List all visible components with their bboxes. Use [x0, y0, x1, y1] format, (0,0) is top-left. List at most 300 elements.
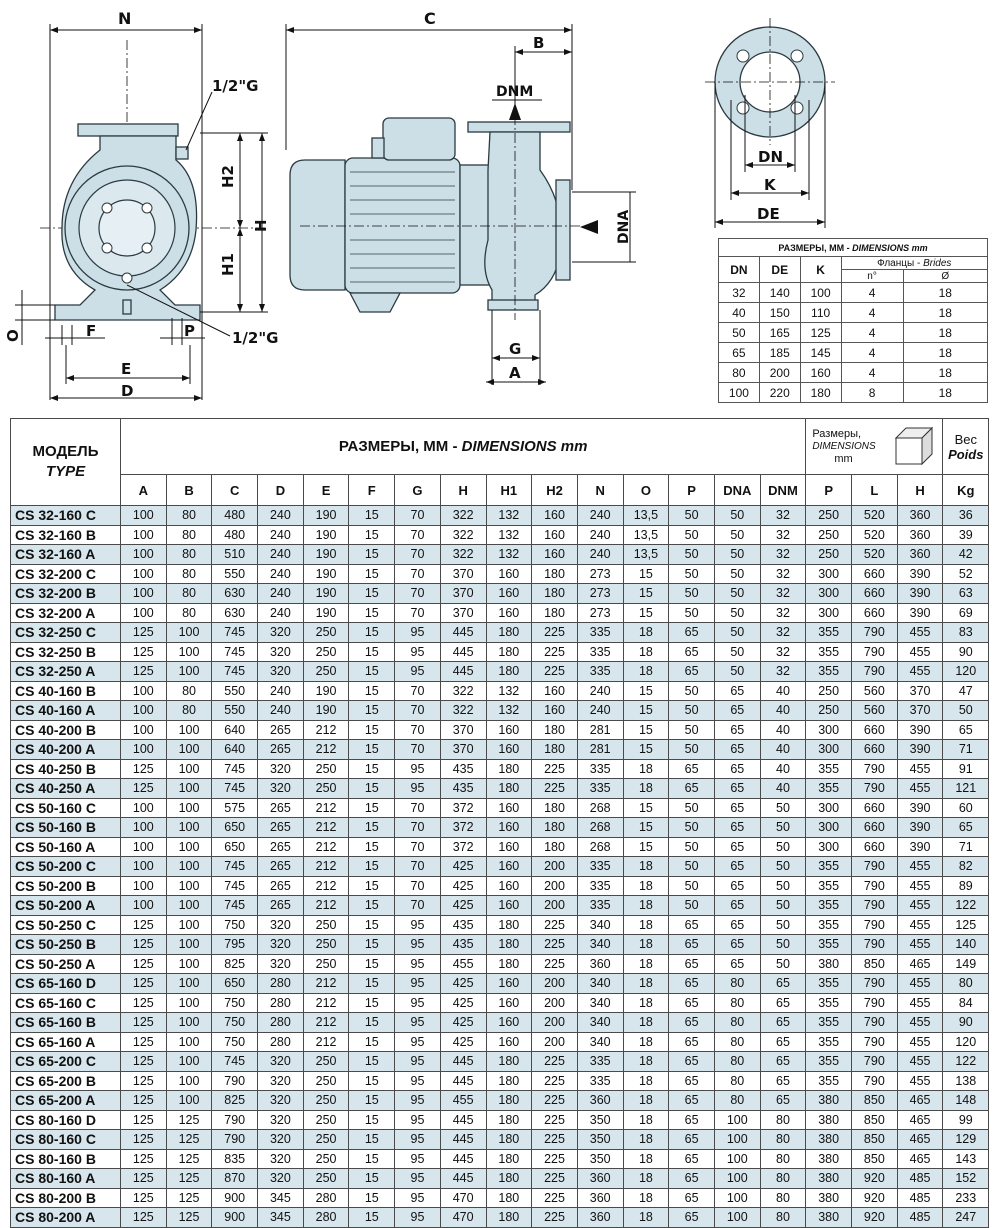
dimension-cell: 125 — [121, 974, 167, 994]
dimension-cell: 50 — [760, 837, 806, 857]
dimension-cell: 100 — [121, 798, 167, 818]
dimension-cell: 425 — [440, 876, 486, 896]
model-name-cell: CS 40-250 B — [11, 759, 121, 779]
dimension-cell: 465 — [897, 1149, 943, 1169]
dimension-cell: 265 — [258, 896, 304, 916]
dimension-cell: 560 — [852, 681, 898, 701]
dimension-cell: 250 — [303, 1130, 349, 1150]
dim-h1-label: H1 — [219, 253, 237, 276]
dimension-cell: 80 — [166, 545, 212, 565]
column-header: B — [166, 475, 212, 506]
dimension-cell: 100 — [166, 857, 212, 877]
dimension-cell: 15 — [623, 701, 669, 721]
dimension-cell: 180 — [486, 759, 532, 779]
dimension-cell: 95 — [395, 1110, 441, 1130]
dimension-cell: 160 — [532, 681, 578, 701]
dimension-cell: 80 — [166, 584, 212, 604]
dimension-cell: 445 — [440, 623, 486, 643]
dimension-cell: 180 — [486, 1052, 532, 1072]
dimension-cell: 70 — [395, 525, 441, 545]
dimension-cell: 36 — [943, 506, 989, 526]
dimension-cell: 340 — [577, 993, 623, 1013]
dimension-cell: 18 — [623, 935, 669, 955]
dimension-cell: 190 — [303, 681, 349, 701]
flange-col-brides: Фланцы - Brides — [841, 257, 987, 270]
dim-n-label: N — [118, 9, 132, 28]
flange-cell: 18 — [903, 383, 987, 403]
dimension-cell: 455 — [897, 974, 943, 994]
dimension-cell: 80 — [714, 1091, 760, 1111]
dimension-cell: 225 — [532, 1130, 578, 1150]
dim-h-label: H — [252, 219, 270, 232]
dimension-cell: 445 — [440, 662, 486, 682]
dimension-cell: 125 — [943, 915, 989, 935]
dimension-cell: 50 — [669, 603, 715, 623]
dimension-cell: 180 — [532, 818, 578, 838]
dimension-cell: 268 — [577, 818, 623, 838]
dimension-cell: 132 — [486, 545, 532, 565]
flange-cell: 140 — [759, 283, 800, 303]
dimension-cell: 50 — [669, 506, 715, 526]
dimension-cell: 510 — [212, 545, 258, 565]
dimension-cell: 240 — [577, 701, 623, 721]
dimension-cell: 280 — [303, 1188, 349, 1208]
dimension-cell: 355 — [806, 896, 852, 916]
dimension-cell: 65 — [714, 798, 760, 818]
dimension-cell: 15 — [349, 545, 395, 565]
table-row — [11, 837, 989, 857]
dimension-cell: 745 — [212, 779, 258, 799]
table-row — [11, 584, 989, 604]
dimension-cell: 95 — [395, 974, 441, 994]
dimension-cell: 80 — [166, 701, 212, 721]
column-header: D — [258, 475, 304, 506]
dimension-cell: 70 — [395, 584, 441, 604]
dimension-cell: 200 — [532, 974, 578, 994]
dim-f-label: F — [86, 322, 97, 340]
dimension-cell: 790 — [212, 1130, 258, 1150]
dimension-cell: 65 — [669, 1071, 715, 1091]
dimension-cell: 273 — [577, 584, 623, 604]
dimension-cell: 50 — [760, 857, 806, 877]
dimension-cell: 425 — [440, 993, 486, 1013]
dimension-cell: 15 — [349, 506, 395, 526]
dimension-cell: 345 — [258, 1188, 304, 1208]
dimension-cell: 250 — [806, 545, 852, 565]
table-row — [11, 564, 989, 584]
dimension-cell: 18 — [623, 896, 669, 916]
flange-cell: 40 — [719, 303, 760, 323]
dimension-cell: 160 — [486, 720, 532, 740]
dimension-cell: 160 — [532, 506, 578, 526]
dimension-cell: 18 — [623, 915, 669, 935]
dimension-cell: 180 — [486, 1149, 532, 1169]
dimension-cell: 225 — [532, 915, 578, 935]
dimension-cell: 15 — [349, 681, 395, 701]
dimension-cell: 470 — [440, 1208, 486, 1228]
dimension-cell: 125 — [166, 1110, 212, 1130]
dimension-cell: 120 — [943, 662, 989, 682]
dimension-cell: 355 — [806, 974, 852, 994]
dimension-cell: 100 — [166, 1071, 212, 1091]
model-name-cell: CS 65-200 C — [11, 1052, 121, 1072]
dimension-cell: 18 — [623, 974, 669, 994]
dimension-cell: 455 — [897, 779, 943, 799]
pump-side-view — [286, 9, 636, 385]
dimension-cell: 95 — [395, 759, 441, 779]
dimension-cell: 65 — [714, 701, 760, 721]
dimension-cell: 100 — [166, 1091, 212, 1111]
dimension-cell: 790 — [852, 662, 898, 682]
dimension-cell: 322 — [440, 506, 486, 526]
dimension-cell: 390 — [897, 818, 943, 838]
dimension-cell: 100 — [166, 974, 212, 994]
dimension-cell: 850 — [852, 954, 898, 974]
dimension-cell: 100 — [166, 759, 212, 779]
dimension-cell: 180 — [486, 935, 532, 955]
dimension-cell: 95 — [395, 993, 441, 1013]
column-header: C — [212, 475, 258, 506]
dimension-cell: 355 — [806, 1032, 852, 1052]
flange-cell: 4 — [841, 303, 903, 323]
dimension-cell: 335 — [577, 896, 623, 916]
dimension-cell: 745 — [212, 1052, 258, 1072]
dimension-cell: 455 — [897, 1032, 943, 1052]
dimension-cell: 920 — [852, 1208, 898, 1228]
dimension-cell: 790 — [852, 623, 898, 643]
dimension-cell: 100 — [166, 935, 212, 955]
dimension-cell: 95 — [395, 779, 441, 799]
dim-e-label: E — [121, 360, 132, 378]
dimension-cell: 15 — [623, 837, 669, 857]
dimension-cell: 225 — [532, 642, 578, 662]
dimension-cell: 100 — [166, 993, 212, 1013]
dimension-cell: 320 — [258, 915, 304, 935]
dimension-cell: 265 — [258, 837, 304, 857]
dimension-cell: 300 — [806, 740, 852, 760]
column-header: L — [852, 475, 898, 506]
dimension-cell: 15 — [623, 603, 669, 623]
dimension-cell: 100 — [121, 681, 167, 701]
dimension-cell: 640 — [212, 740, 258, 760]
flange-col-count: n° — [841, 270, 903, 283]
flange-table-row — [719, 283, 988, 303]
dimension-cell: 360 — [577, 954, 623, 974]
dimension-cell: 340 — [577, 1013, 623, 1033]
flange-cell: 4 — [841, 363, 903, 383]
dimension-cell: 455 — [897, 662, 943, 682]
dimension-cell: 15 — [349, 1071, 395, 1091]
dimension-cell: 65 — [760, 993, 806, 1013]
dimension-cell: 445 — [440, 642, 486, 662]
dimension-cell: 100 — [121, 701, 167, 721]
dimension-cell: 355 — [806, 642, 852, 662]
dimension-cell: 745 — [212, 876, 258, 896]
dimension-cell: 745 — [212, 642, 258, 662]
dimension-cell: 160 — [486, 603, 532, 623]
dimension-cell: 790 — [212, 1071, 258, 1091]
label-half-g-bottom: 1/2"G — [232, 329, 279, 347]
dimension-cell: 18 — [623, 1149, 669, 1169]
dimension-cell: 212 — [303, 837, 349, 857]
dimension-cell: 550 — [212, 681, 258, 701]
dimension-cell: 65 — [760, 1091, 806, 1111]
dim-d-label: D — [121, 382, 134, 400]
flange-cell: 4 — [841, 343, 903, 363]
dimension-cell: 825 — [212, 1091, 258, 1111]
dimension-cell: 250 — [303, 1169, 349, 1189]
dimension-cell: 125 — [166, 1149, 212, 1169]
model-name-cell: CS 50-250 C — [11, 915, 121, 935]
dimension-cell: 200 — [532, 1032, 578, 1052]
dimension-cell: 15 — [349, 857, 395, 877]
dimension-cell: 790 — [852, 857, 898, 877]
dimension-cell: 15 — [349, 1091, 395, 1111]
dimension-cell: 15 — [349, 642, 395, 662]
flange-cell: 150 — [759, 303, 800, 323]
dimension-cell: 240 — [258, 603, 304, 623]
model-name-cell: CS 50-250 B — [11, 935, 121, 955]
dimension-cell: 660 — [852, 798, 898, 818]
dimension-cell: 15 — [623, 798, 669, 818]
dimension-cell: 180 — [532, 798, 578, 818]
dimension-cell: 650 — [212, 837, 258, 857]
table-row — [11, 681, 989, 701]
dimension-cell: 15 — [349, 623, 395, 643]
dimension-cell: 100 — [121, 857, 167, 877]
dimension-cell: 355 — [806, 1013, 852, 1033]
model-name-cell: CS 65-160 A — [11, 1032, 121, 1052]
dimension-cell: 15 — [349, 1032, 395, 1052]
table-row — [11, 915, 989, 935]
dimension-cell: 190 — [303, 603, 349, 623]
dimension-cell: 15 — [349, 603, 395, 623]
dimension-cell: 71 — [943, 837, 989, 857]
dimension-cell: 355 — [806, 1071, 852, 1091]
dimension-cell: 225 — [532, 954, 578, 974]
dimension-cell: 660 — [852, 603, 898, 623]
table-row — [11, 993, 989, 1013]
column-header: DNA — [714, 475, 760, 506]
dimension-cell: 372 — [440, 837, 486, 857]
dimension-cell: 180 — [486, 1071, 532, 1091]
dimension-cell: 32 — [760, 525, 806, 545]
dimension-cell: 70 — [395, 896, 441, 916]
column-header: DNM — [760, 475, 806, 506]
dim-flange-de-label: DE — [757, 205, 780, 223]
dimension-cell: 100 — [166, 1013, 212, 1033]
dimension-cell: 100 — [714, 1188, 760, 1208]
dimension-cell: 900 — [212, 1208, 258, 1228]
dimension-cell: 125 — [121, 1169, 167, 1189]
dimension-cell: 40 — [760, 759, 806, 779]
model-name-cell: CS 50-160 B — [11, 818, 121, 838]
flange-cell: 18 — [903, 283, 987, 303]
dimension-cell: 42 — [943, 545, 989, 565]
table-row — [11, 701, 989, 721]
table-row — [11, 759, 989, 779]
dimension-cell: 32 — [760, 545, 806, 565]
dimension-cell: 65 — [669, 1013, 715, 1033]
dimension-cell: 225 — [532, 623, 578, 643]
column-header: H2 — [532, 475, 578, 506]
dimension-cell: 335 — [577, 1071, 623, 1091]
dimension-cell: 100 — [121, 740, 167, 760]
dimension-cell: 425 — [440, 857, 486, 877]
dimension-cell: 190 — [303, 525, 349, 545]
table-row — [11, 740, 989, 760]
dimension-cell: 122 — [943, 896, 989, 916]
dimension-cell: 470 — [440, 1188, 486, 1208]
dimension-cell: 212 — [303, 798, 349, 818]
model-name-cell: CS 50-200 C — [11, 857, 121, 877]
dimension-cell: 650 — [212, 818, 258, 838]
dimension-cell: 335 — [577, 779, 623, 799]
flange-cell: 200 — [759, 363, 800, 383]
dimension-cell: 350 — [577, 1130, 623, 1150]
dimension-cell: 355 — [806, 857, 852, 877]
dimension-cell: 50 — [714, 525, 760, 545]
dimension-cell: 390 — [897, 798, 943, 818]
dimension-cell: 18 — [623, 857, 669, 877]
flange-cell: 110 — [800, 303, 841, 323]
model-name-cell: CS 80-160 A — [11, 1169, 121, 1189]
dimension-cell: 225 — [532, 759, 578, 779]
dimension-cell: 15 — [349, 1013, 395, 1033]
model-name-cell: CS 32-160 A — [11, 545, 121, 565]
dimension-cell: 65 — [669, 1188, 715, 1208]
column-header: P — [669, 475, 715, 506]
dimension-cell: 18 — [623, 779, 669, 799]
dimensions-header: РАЗМЕРЫ, ММ - DIMENSIONS mm — [121, 419, 806, 475]
dimension-cell: 300 — [806, 584, 852, 604]
dimension-cell: 100 — [121, 603, 167, 623]
dimension-cell: 13,5 — [623, 545, 669, 565]
dimension-cell: 280 — [258, 974, 304, 994]
dimension-cell: 65 — [760, 1071, 806, 1091]
dimension-cell: 465 — [897, 1091, 943, 1111]
dimension-cell: 125 — [166, 1188, 212, 1208]
dimension-cell: 640 — [212, 720, 258, 740]
dimension-cell: 60 — [943, 798, 989, 818]
dimension-cell: 80 — [760, 1188, 806, 1208]
pump-dimensions-table — [10, 418, 989, 1228]
table-row — [11, 876, 989, 896]
dimension-cell: 212 — [303, 974, 349, 994]
model-name-cell: CS 32-160 C — [11, 506, 121, 526]
dimension-cell: 100 — [166, 720, 212, 740]
dimension-cell: 95 — [395, 1130, 441, 1150]
dimension-cell: 900 — [212, 1188, 258, 1208]
table-row — [11, 1110, 989, 1130]
dimension-cell: 455 — [440, 954, 486, 974]
dimension-cell: 18 — [623, 993, 669, 1013]
dimension-cell: 100 — [166, 779, 212, 799]
dimension-cell: 15 — [349, 954, 395, 974]
dimension-cell: 370 — [440, 603, 486, 623]
model-name-cell: CS 40-200 B — [11, 720, 121, 740]
dimension-cell: 65 — [669, 1130, 715, 1150]
dimension-cell: 920 — [852, 1188, 898, 1208]
dimension-cell: 225 — [532, 1110, 578, 1130]
dimension-cell: 320 — [258, 759, 304, 779]
dimension-cell: 745 — [212, 759, 258, 779]
model-name-cell: CS 50-250 A — [11, 954, 121, 974]
dimension-cell: 750 — [212, 993, 258, 1013]
dimension-cell: 15 — [349, 974, 395, 994]
dimension-cell: 80 — [714, 1032, 760, 1052]
dimension-cell: 15 — [623, 681, 669, 701]
model-name-cell: CS 32-200 C — [11, 564, 121, 584]
dimension-cell: 465 — [897, 954, 943, 974]
dimension-cell: 160 — [486, 974, 532, 994]
dimension-cell: 125 — [121, 1071, 167, 1091]
dimension-cell: 320 — [258, 1169, 304, 1189]
model-name-cell: CS 65-160 D — [11, 974, 121, 994]
flange-cell: 65 — [719, 343, 760, 363]
dimension-cell: 15 — [349, 1110, 395, 1130]
flange-drawing — [705, 18, 835, 228]
dimension-cell: 480 — [212, 525, 258, 545]
dimension-cell: 445 — [440, 1052, 486, 1072]
dimension-cell: 50 — [669, 564, 715, 584]
model-name-cell: CS 32-160 B — [11, 525, 121, 545]
dimension-cell: 65 — [760, 974, 806, 994]
dimension-cell: 355 — [806, 993, 852, 1013]
dimension-cell: 80 — [760, 1149, 806, 1169]
dimension-cell: 95 — [395, 1091, 441, 1111]
dimension-cell: 15 — [349, 915, 395, 935]
dimension-cell: 18 — [623, 1032, 669, 1052]
flange-cell: 125 — [800, 323, 841, 343]
dimension-cell: 355 — [806, 935, 852, 955]
dimension-cell: 445 — [440, 1169, 486, 1189]
dim-dna-label: DNA — [616, 209, 632, 244]
dimension-cell: 340 — [577, 935, 623, 955]
dimension-cell: 455 — [897, 1071, 943, 1091]
dimension-cell: 100 — [166, 954, 212, 974]
dimension-cell: 100 — [714, 1169, 760, 1189]
dimension-cell: 15 — [349, 525, 395, 545]
dimension-cell: 360 — [577, 1169, 623, 1189]
dimension-cell: 80 — [760, 1110, 806, 1130]
dimension-cell: 39 — [943, 525, 989, 545]
flange-cell: 165 — [759, 323, 800, 343]
dimension-cell: 32 — [760, 603, 806, 623]
dimension-cell: 100 — [714, 1149, 760, 1169]
dimension-cell: 71 — [943, 740, 989, 760]
column-model-header: МОДЕЛЬ TYPE — [11, 419, 121, 506]
dimension-cell: 50 — [669, 740, 715, 760]
dimension-cell: 95 — [395, 642, 441, 662]
table-row — [11, 896, 989, 916]
dimension-cell: 180 — [532, 584, 578, 604]
dimension-cell: 65 — [669, 1149, 715, 1169]
dimension-cell: 212 — [303, 1032, 349, 1052]
dimension-cell: 850 — [852, 1110, 898, 1130]
dimension-cell: 32 — [760, 623, 806, 643]
flange-cell: 4 — [841, 283, 903, 303]
dimension-cell: 65 — [714, 896, 760, 916]
dimension-cell: 40 — [760, 681, 806, 701]
dimension-cell: 233 — [943, 1188, 989, 1208]
dimension-cell: 125 — [121, 623, 167, 643]
dimension-cell: 100 — [166, 798, 212, 818]
dimension-cell: 225 — [532, 1188, 578, 1208]
dimension-cell: 65 — [714, 915, 760, 935]
table-row — [11, 623, 989, 643]
model-name-cell: CS 32-200 A — [11, 603, 121, 623]
